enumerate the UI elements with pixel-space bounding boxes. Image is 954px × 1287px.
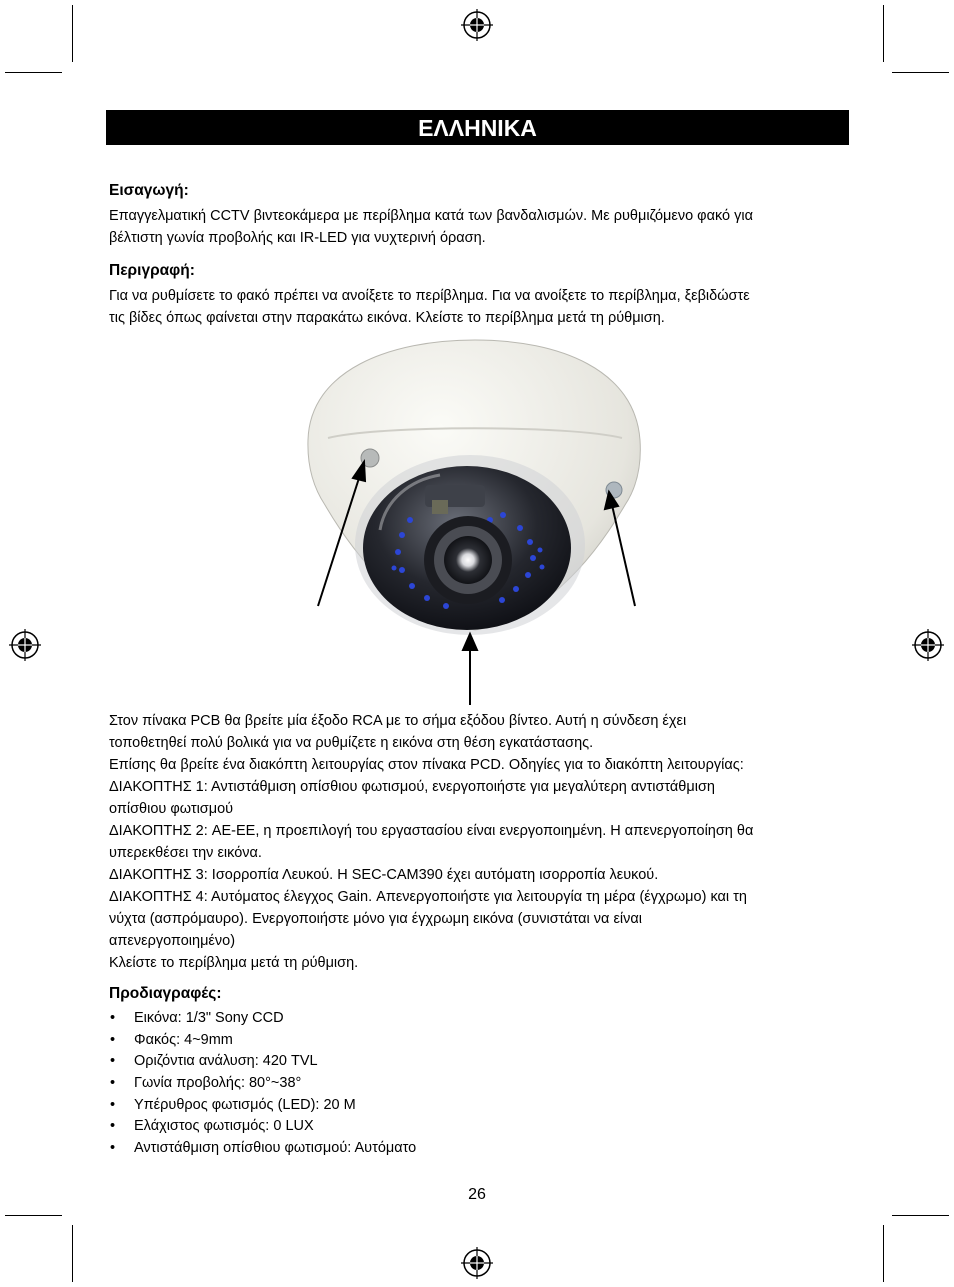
- text-line: νύχτα (ασπρόμαυρο). Ενεργοποιήστε μόνο για έγχρωμη εικόνα (συνιστάται να είναι: [109, 911, 642, 927]
- lens: [444, 536, 492, 584]
- registration-mark-icon: [8, 628, 42, 662]
- pcb-instructions-paragraph: [109, 710, 849, 974]
- text-line: ΔΙΑΚΟΠΤΗΣ 2: AE-EE, η προεπιλογή του εργαστασίου είναι ενεργοποιημένη. Η απενεργοποίηση θα: [109, 823, 754, 839]
- crop-mark: [892, 72, 949, 73]
- list-item: [109, 1051, 416, 1073]
- bullet: •: [110, 1053, 116, 1070]
- registration-mark-icon: [460, 8, 494, 42]
- bullet: •: [110, 1096, 116, 1113]
- list-item: [109, 1008, 416, 1030]
- description-heading: Περιγραφή:: [109, 262, 195, 279]
- text-line: Επίσης θα βρείτε ένα διακόπτη λειτουργίας στον πίνακα PCD. Οδηγίες για το διακόπτη λειτουργίας:: [109, 757, 744, 773]
- text-line: ΔΙΑΚΟΠΤΗΣ 4: Αυτόματος έλεγχος Gain. Απενεργοποιήστε για λειτουργία τη μέρα (έγχρωμο) και τη: [109, 889, 747, 905]
- language-title: ΕΛΛΗΝΙΚΑ: [418, 115, 537, 141]
- text-line: βέλτιστη γωνία προβολής και IR-LED για νυχτερινή όραση.: [109, 230, 486, 246]
- text-line: ΔΙΑΚΟΠΤΗΣ 3: Ισορροπία Λευκού. Η SEC-CAM390 έχει αυτόματη ισορροπία λευκού.: [109, 867, 659, 883]
- crop-mark: [72, 1225, 73, 1282]
- text-line: Επαγγελματική CCTV βιντεοκάμερα με περίβλημα κατά των βανδαλισμών. Με ρυθμιζόμενο φακό για: [109, 208, 753, 224]
- intro-paragraph: [109, 205, 849, 249]
- crop-mark: [5, 1215, 62, 1216]
- list-item: [109, 1073, 416, 1095]
- text-line: οπίσθιου φωτισμού: [109, 801, 234, 817]
- crop-mark: [883, 1225, 884, 1282]
- text-line: τοποθετηθεί πολύ βολικά για να ρυθμίζετε η εικόνα στη θέση εγκατάστασης.: [109, 735, 594, 751]
- language-banner: [106, 110, 849, 145]
- list-item: [109, 1095, 416, 1117]
- spec-text: Οριζόντια ανάλυση: 420 TVL: [134, 1053, 318, 1070]
- text-line: απενεργοποιημένο): [109, 933, 236, 949]
- bullet: •: [110, 1075, 116, 1092]
- specs-heading: Προδιαγραφές:: [109, 985, 222, 1002]
- spec-text: Ελάχιστος φωτισμός: 0 LUX: [134, 1118, 314, 1135]
- description-paragraph: [109, 285, 849, 329]
- crop-mark: [5, 72, 62, 73]
- text-line: υπερεκθέσει την εικόνα.: [109, 845, 262, 861]
- list-item: [109, 1116, 416, 1138]
- arrow-bottom: [463, 634, 477, 705]
- text-line: τις βίδες όπως φαίνεται στην παρακάτω εικόνα. Κλείστε το περίβλημα μετά τη ρύθμιση.: [109, 310, 665, 326]
- spec-text: Εικόνα: 1/3" Sony CCD: [134, 1010, 284, 1026]
- spec-text: Υπέρυθρος φωτισμός (LED): 20 M: [134, 1096, 356, 1113]
- crop-mark: [72, 5, 73, 62]
- registration-mark-icon: [911, 628, 945, 662]
- spec-text: Γωνία προβολής: 80°~38°: [134, 1075, 302, 1092]
- bullet: •: [110, 1118, 116, 1135]
- bullet: •: [110, 1031, 116, 1048]
- bullet: •: [110, 1010, 116, 1026]
- text-line: Στον πίνακα PCB θα βρείτε μία έξοδο RCA με το σήμα εξόδου βίντεο. Αυτή η σύνδεση έχει: [109, 713, 687, 729]
- list-item: [109, 1138, 416, 1160]
- text-line: Για να ρυθμίσετε το φακό πρέπει να ανοίξετε το περίβλημα. Για να ανοίξετε το περίβλημα, ξεβιδώστε: [109, 288, 750, 304]
- crop-mark: [892, 1215, 949, 1216]
- specs-list: [109, 1008, 416, 1160]
- intro-heading: Εισαγωγή:: [109, 182, 189, 199]
- registration-mark-icon: [460, 1246, 494, 1280]
- spec-text: Φακός: 4~9mm: [134, 1031, 233, 1048]
- dome-camera-image: [290, 330, 660, 710]
- text-line: Κλείστε το περίβλημα μετά τη ρύθμιση.: [109, 955, 359, 971]
- crop-mark: [883, 5, 884, 62]
- list-item: [109, 1030, 416, 1052]
- page-number: 26: [468, 1186, 486, 1203]
- bullet: •: [110, 1140, 116, 1157]
- text-line: ΔΙΑΚΟΠΤΗΣ 1: Αντιστάθμιση οπίσθιου φωτισμού, ενεργοποιήστε για μεγαλύτερη αντιστάθμιση: [109, 779, 715, 795]
- spec-text: Αντιστάθμιση οπίσθιου φωτισμού: Αυτόματο: [134, 1140, 417, 1157]
